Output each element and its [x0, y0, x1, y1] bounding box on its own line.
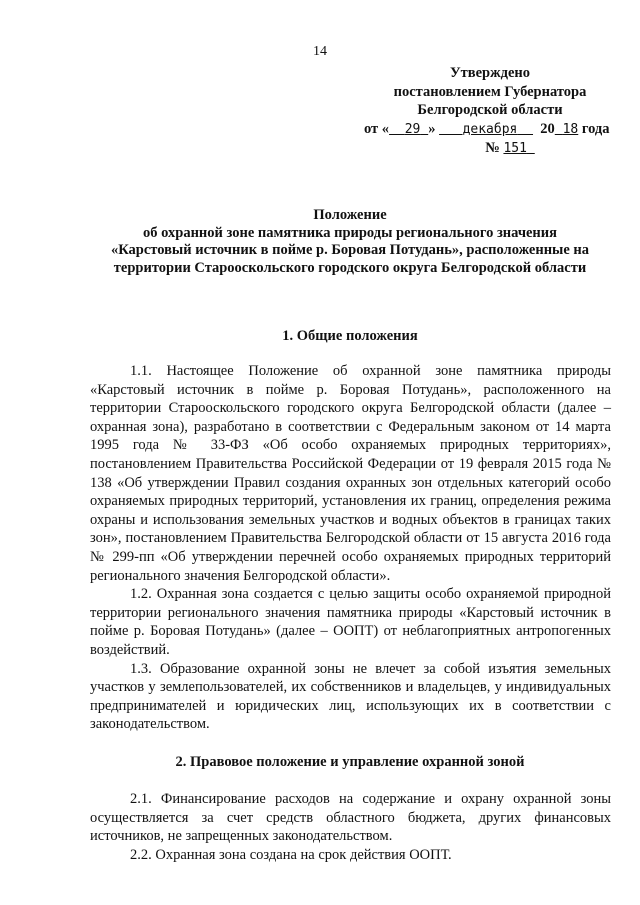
- paragraph-2-1: 2.1. Финансирование расходов на содержание и охрану охранной зоны осуществляется за счет средств областного бюджета, других финансовых источников, не запрещенных законодательством.: [90, 791, 611, 845]
- number-label: №: [485, 140, 500, 156]
- title-line-2: об охранной зоне памятника природы регионального значения: [143, 224, 557, 241]
- paragraph-1-2: 1.2. Охранная зона создается с целью защиты особо охраняемой природной территории регионального значения памятника природы «Карстовый источник в пойме р. Боровая Потудань» (далее – ООПТ) от неблагоприятных антропогенных воздействий.: [90, 586, 611, 658]
- date-year-prefix: 20: [540, 120, 555, 137]
- approval-line-3: Белгородской области: [417, 102, 563, 118]
- date-month: декабря: [462, 121, 518, 137]
- section-1-body: [90, 362, 611, 734]
- title-line-1: Положение: [313, 207, 387, 223]
- approval-line-2: постановлением Губернатора: [393, 83, 587, 100]
- date-mid: »: [428, 120, 436, 137]
- approval-number: [350, 139, 630, 159]
- approval-date: [350, 120, 630, 140]
- page-number: 14: [313, 44, 327, 59]
- approval-block: [350, 64, 630, 159]
- paragraph-1-3: 1.3. Образование охранной зоны не влечет за собой изъятия земельных участков у землепользователей, их собственников и владельцев, у индивидуальных предпринимателей и юридических лиц, использующих их в соответствии с законодательством.: [90, 660, 611, 733]
- date-day: 29: [404, 121, 421, 137]
- section-2-heading: 2. Правовое положение и управление охранной зоной: [175, 754, 525, 770]
- section-1-heading: 1. Общие положения: [282, 328, 418, 344]
- date-prefix: от «: [364, 120, 390, 137]
- paragraph-1-1: 1.1. Настоящее Положение об охранной зоне памятника природы «Карстовый источник в пойме р. Боровая Потудань», расположенного на территории Старооскольского городского округа Белгородской области (далее – охранная зона), разработано в соответствии с Федеральным законом от 14 марта 1995 года № 33-ФЗ «Об особо охраняемых природных территориях», постановлением Правительства Российской Федерации от 19 февраля 2015 года № 138 «Об утверждении Правил создания охранных зон отдельных категорий особо охраняемых природных территорий, установления их границ, определения режима охраны и использования земельных участков и водных объектов в границах таких зон», постановлением Правительства Белгородской области от 15 августа 2016 года № 299-пп «Об утверждении перечней особо охраняемых природных территорий регионального значения Белгородской области».: [90, 363, 611, 584]
- approval-line-1: Утверждено: [450, 65, 530, 81]
- date-year-suffix: 18: [562, 121, 579, 137]
- paragraph-2-2: 2.2. Охранная зона создана на срок действия ООПТ.: [130, 846, 452, 863]
- number-value: 151: [503, 141, 527, 156]
- section-2-body: [90, 790, 611, 864]
- title-line-3: «Карстовый источник в пойме р. Боровая Потудань», расположенные на: [110, 242, 590, 258]
- title-line-4: территории Старооскольского городского округа Белгородской области: [113, 259, 587, 276]
- document-title: [70, 207, 630, 277]
- date-year-label: года: [581, 120, 610, 137]
